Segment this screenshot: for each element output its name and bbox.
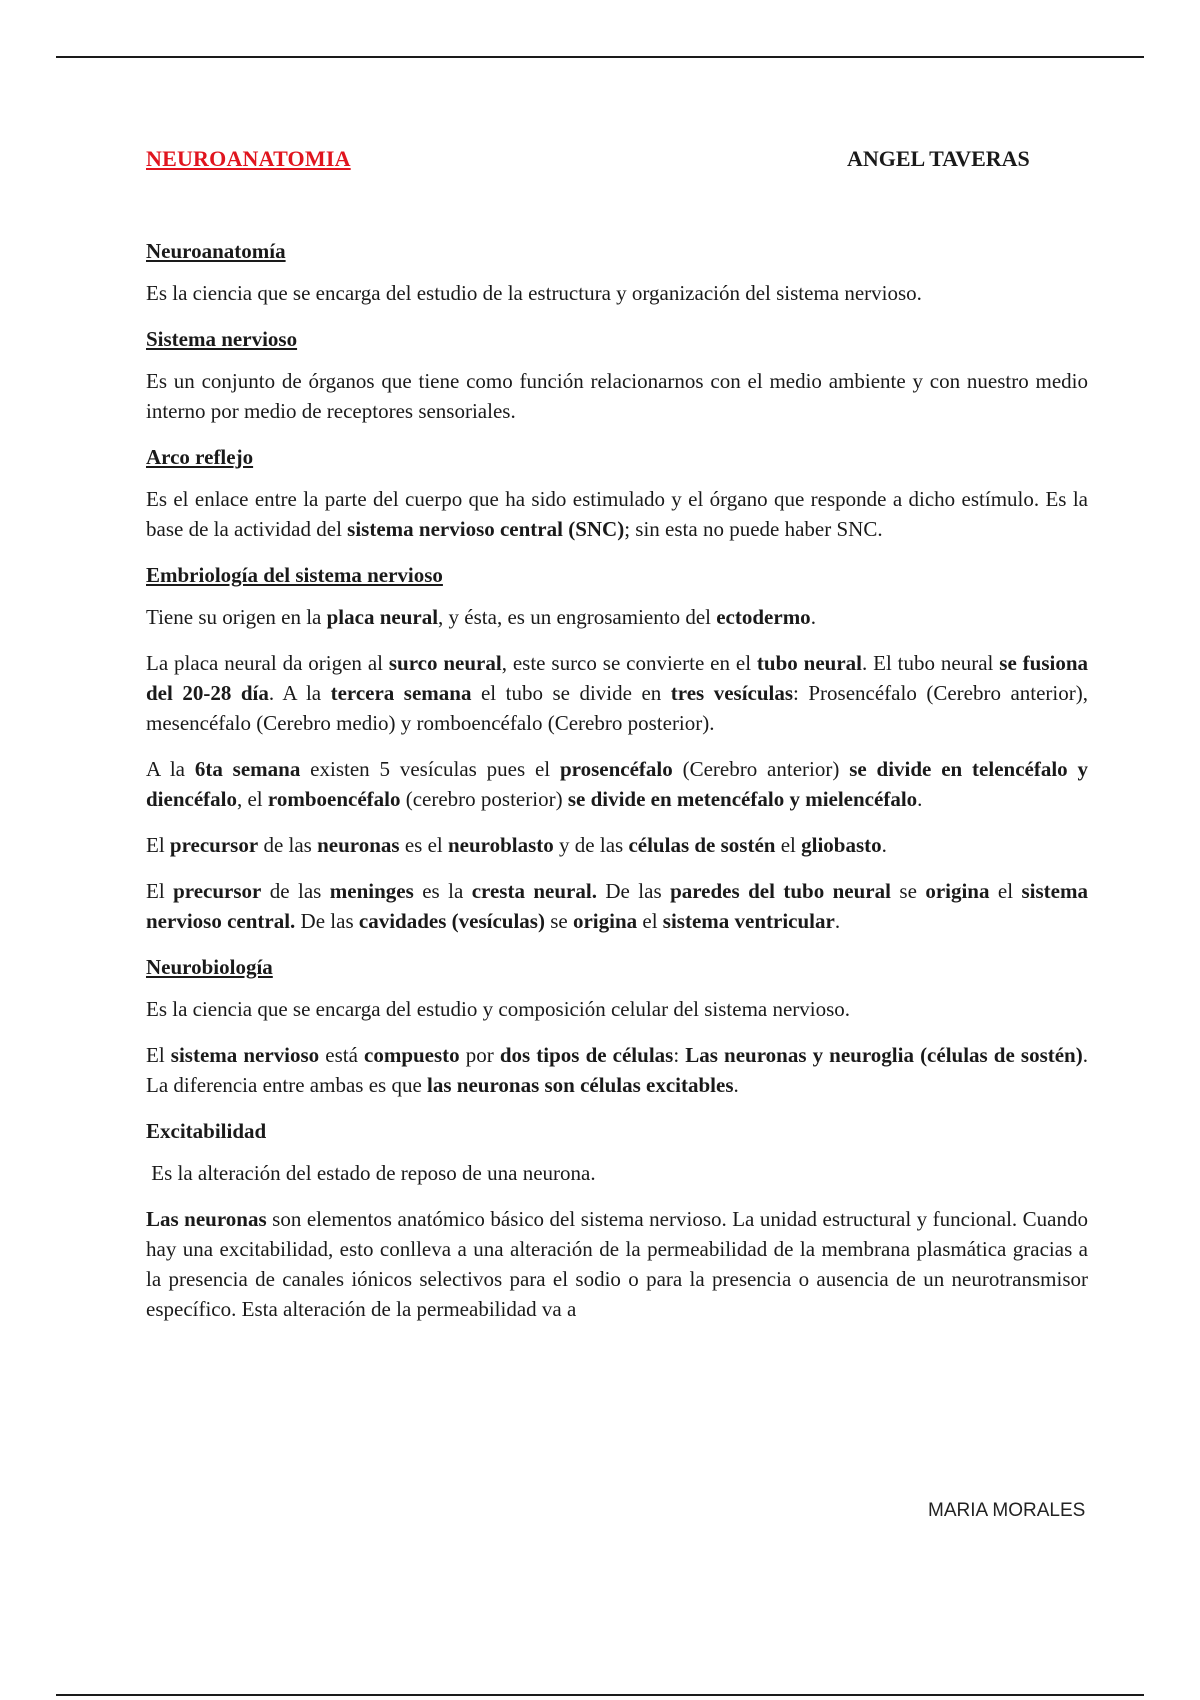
text-run: (cerebro posterior) [400, 787, 568, 811]
paragraph: Es la ciencia que se encarga del estudio de la estructura y organización del sistema nervioso. [146, 281, 922, 305]
top-rule [56, 56, 1144, 58]
text-run-bold: dos tipos de células [499, 1043, 674, 1067]
text-run-bold: se divide en metencéfalo y mielencéfalo [567, 787, 918, 811]
text-run-bold: meninges [329, 879, 414, 903]
text-run: de las [261, 879, 330, 903]
text-run-bold: tubo neural [756, 651, 862, 675]
text-run: existen 5 vesículas pues el [300, 757, 560, 781]
paragraph [146, 1204, 1088, 1324]
heading-sistema-nervioso: Sistema nervioso [146, 327, 298, 351]
text-run-bold: compuesto [364, 1043, 460, 1067]
text-run-bold: placa neural [326, 605, 439, 629]
heading-neuroanatomia: Neuroanatomía [146, 239, 286, 263]
paragraph [146, 1040, 1088, 1100]
text-run-bold: sistema ventricular [662, 909, 835, 933]
paragraph: Es la ciencia que se encarga del estudio y composición celular del sistema nervioso. [146, 997, 851, 1021]
text-run-bold: se fusiona del 20-28 día [146, 651, 1089, 705]
text-run-bold: origina [925, 879, 990, 903]
heading-neurobiologia: Neurobiología [146, 955, 273, 979]
page-header [146, 146, 1056, 176]
text-run: Es el enlace entre la parte del cuerpo que ha sido estimulado y el órgano que responde a dicho estímulo. Es la base de la actividad del [146, 487, 1088, 541]
text-run: Tiene su origen en la [146, 605, 327, 629]
text-run: . La diferencia entre ambas es que [146, 1043, 1088, 1097]
text-run-bold: surco neural [388, 651, 502, 675]
text-run-bold: sistema nervioso central (SNC) [347, 517, 625, 541]
text-run: por [459, 1043, 500, 1067]
text-run: son elementos anatómico básico del sistema nervioso. La unidad estructural y funcional. Cuando hay una excitabilidad, esto conlleva a una alteración de la permeabilidad de la membrana plasmática gracias a la presencia de canales iónicos selectivos para el sodio o para la presencia o ausencia de un neurotransmisor específico. Esta alteración de la permeabilidad va a [146, 1207, 1089, 1321]
text-run-bold: ectodermo [716, 605, 811, 629]
text-run-bold: se divide en telencéfalo y diencéfalo [146, 757, 1088, 811]
paragraph [146, 484, 1088, 544]
text-run: . [881, 833, 887, 857]
text-run-bold: Las neuronas y neuroglia (células de sostén) [685, 1043, 1083, 1067]
paragraph [146, 876, 1088, 936]
document-body [146, 236, 1088, 1340]
paragraph [146, 602, 1088, 632]
text-run: y de las [553, 833, 629, 857]
paragraph [146, 648, 1088, 738]
text-run: De las [596, 879, 671, 903]
text-run-bold: precursor [173, 879, 262, 903]
text-run: el [775, 833, 802, 857]
text-run-bold: romboencéfalo [267, 787, 401, 811]
text-run-bold: paredes del tubo neural [670, 879, 891, 903]
text-run-bold: células de sostén [628, 833, 776, 857]
bottom-rule [56, 1694, 1144, 1696]
text-run-bold: tres vesículas [670, 681, 794, 705]
text-run: De las [295, 909, 359, 933]
text-run: es la [413, 879, 472, 903]
text-run: A la [146, 757, 195, 781]
text-run: : [673, 1043, 686, 1067]
text-run: El [146, 879, 174, 903]
text-run: ; sin esta no puede haber SNC. [624, 517, 883, 541]
heading-excitabilidad: Excitabilidad [146, 1119, 267, 1143]
text-run-bold: prosencéfalo [559, 757, 673, 781]
text-run: de las [258, 833, 318, 857]
text-run: se [890, 879, 926, 903]
text-run: se [544, 909, 573, 933]
paragraph: Es la alteración del estado de reposo de una neurona. [146, 1161, 596, 1185]
heading-embriologia: Embriología del sistema nervioso [146, 563, 443, 587]
text-run: está [319, 1043, 364, 1067]
course-title: NEUROANATOMIA [146, 146, 351, 171]
text-run: , y ésta, es un engrosamiento del [438, 605, 717, 629]
text-run: . [733, 1073, 739, 1097]
text-run: (Cerebro anterior) [672, 757, 850, 781]
heading-arco-reflejo: Arco reflejo [146, 445, 254, 469]
text-run: . [834, 909, 841, 933]
text-run: . [810, 605, 816, 629]
footer-name: MARIA MORALES [928, 1500, 1086, 1521]
text-run-bold: precursor [169, 833, 259, 857]
text-run: El [146, 1043, 171, 1067]
paragraph: Es un conjunto de órganos que tiene como función relacionarnos con el medio ambiente y con nuestro medio interno por medio de receptores sensoriales. [146, 369, 1088, 423]
author-name: ANGEL TAVERAS [847, 146, 1030, 171]
text-run: el tubo se divide en [471, 681, 671, 705]
text-run-bold: Las neuronas [146, 1207, 267, 1231]
text-run-bold: sistema nervioso [170, 1043, 320, 1067]
text-run: . El tubo neural [862, 651, 1000, 675]
text-run-bold: gliobasto [801, 833, 882, 857]
text-run: . [917, 787, 923, 811]
text-run-bold: sistema nervioso central. [146, 879, 1088, 933]
text-run-bold: origina [572, 909, 638, 933]
text-run: La placa neural da origen al [146, 651, 389, 675]
text-run: : Prosencéfalo (Cerebro anterior), mesencéfalo (Cerebro medio) y romboencéfalo (Cerebro posterior). [146, 681, 1088, 735]
text-run: El [146, 833, 170, 857]
text-run-bold: cresta neural. [471, 879, 597, 903]
text-run: es el [399, 833, 448, 857]
text-run: , este surco se convierte en el [501, 651, 757, 675]
paragraph [146, 830, 1088, 860]
text-run: el [989, 879, 1022, 903]
text-run: , el [236, 787, 268, 811]
text-run-bold: las neuronas son células excitables [427, 1073, 734, 1097]
text-run-bold: 6ta semana [194, 757, 301, 781]
paragraph [146, 754, 1088, 814]
text-run-bold: cavidades (vesículas) [358, 909, 545, 933]
text-run-bold: neuronas [317, 833, 400, 857]
text-run-bold: neuroblasto [447, 833, 554, 857]
text-run-bold: tercera semana [330, 681, 472, 705]
text-run: . A la [268, 681, 331, 705]
text-run: el [637, 909, 663, 933]
